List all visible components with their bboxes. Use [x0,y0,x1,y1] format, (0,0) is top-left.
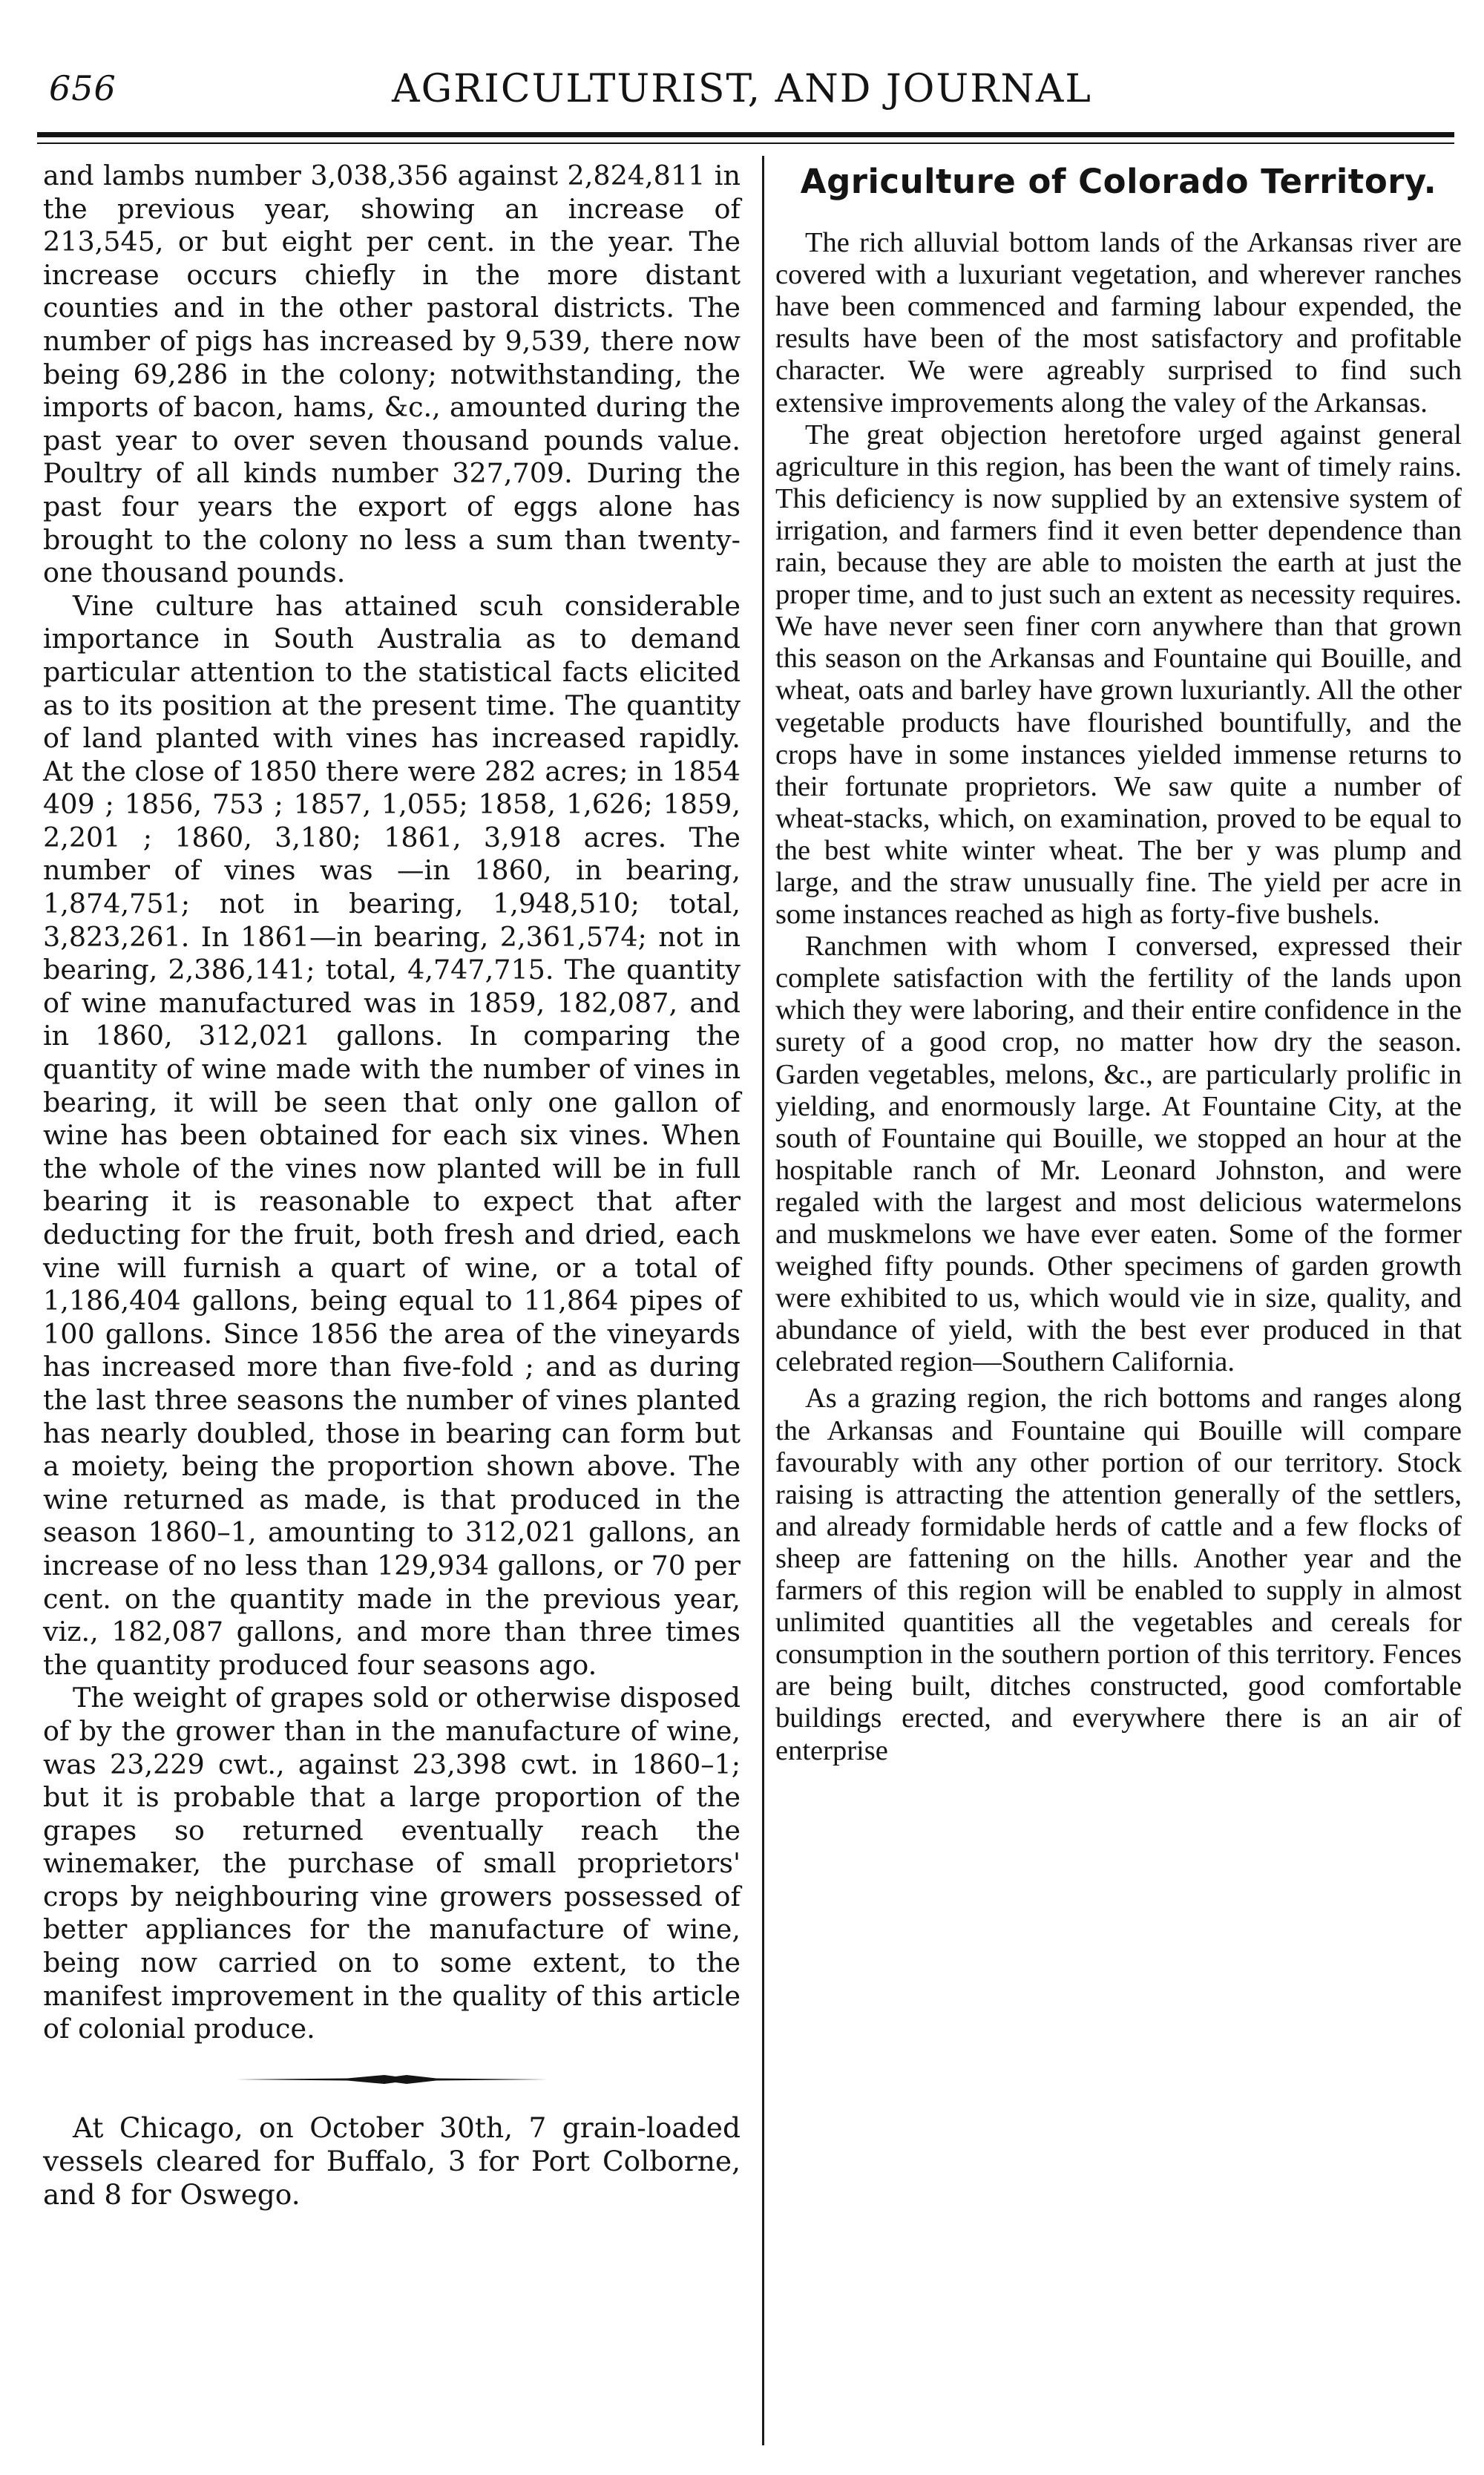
page-header [37,59,1447,126]
header-rule-thin [37,142,1454,144]
article-title: Agriculture of Colorado Territory. [800,162,1437,201]
running-title: AGRICULTURIST, AND JOURNAL [392,67,1092,111]
right-paragraph-2: The great objection heretofore urged against general agriculture in this region, has been the want of timely rains. This deficiency is now supplied by an extensive system of irrigation, and farmers find it even better dependence than rain, because they are able to moisten the earth at just the proper time, and to just such an extent as necessity requires. We have never seen finer corn anywhere than that grown this season on the Arkansas and Fountaine qui Bouille, and wheat, oats and barley have grown luxuriantly. All the other vegetable products have flourished bountifully, and the crops have in some instances yielded immense returns to their fortunate proprietors. We saw quite a number of wheat-stacks, which, on examination, proved to be equal to the best white winter wheat. The ber y was plump and large, and the straw unusually fine. The yield per acre in some instances reached as high as forty-five bushels. [775,419,1462,931]
right-paragraph-1: The rich alluvial bottom lands of the Arkansas river are covered with a luxuriant vegetation, and wherever ranches have been commenced and farming labour expended, the results have been of the most satisfactory and profitable character. We were agreably surprised to find such extensive improvements along the valey of the Arkansas. [775,227,1462,419]
left-paragraph-3: The weight of grapes sold or otherwise disposed of by the grower than in the manufacture of wine, was 23,229 cwt., against 23,398 cwt. in 1860–1; but it is probable that a large proportion of the grapes so returned eventually reach the winemaker, the purchase of small proprietors' crops by neighbouring vine growers possessed of better appliances for the manufacture of wine, being now carried on to some extent, to the manifest improvement in the quality of this article of colonial produce. [43,1682,741,2045]
page-number: 656 [49,68,116,108]
column-divider [762,156,764,2445]
right-paragraph-3: Ranchmen with whom I conversed, expressed their complete satisfaction with the fertility of the lands upon which they were laboring, and their entire confidence in the surety of a good crop, no matter how dry the season. Garden vegetables, melons, &c., are particularly prolific in yielding, and enormously large. At Fountaine City, at the south of Fountaine qui Bouille, we stopped an hour at the hospitable ranch of Mr. Leonard Johnston, and were regaled with the largest and most delicious watermelons and muskmelons we have ever eaten. Some of the former weighed fifty pounds. Other specimens of garden growth were exhibited to us, which would vie in size, quality, and abundance of yield, with the best ever produced in that celebrated region—Southern California. [775,931,1462,1378]
section-divider-ornament [236,2074,548,2085]
left-paragraph-1: and lambs number 3,038,356 against 2,824,811 in the previous year, showing an increase of 213,545, or but eight per cent. in the year. The increase occurs chiefly in the more distant counties and in the other pastoral districts. The number of pigs has increased by 9,539, there now being 69,286 in the colony; notwithstanding, the imports of bacon, hams, &c., amounted during the past year to over seven thousand pounds value. Poultry of all kinds number 327,709. During the past four years the export of eggs alone has brought to the colony no less a sum than twenty-one thousand pounds. [43,160,741,589]
right-paragraph-4: As a grazing region, the rich bottoms and ranges along the Arkansas and Fountaine qui Bouille will compare favourably with any other portion of our territory. Stock raising is attracting the attention generally of the settlers, and already formidable herds of cattle and a few flocks of sheep are fattening on the hills. Another year and the farmers of this region will be enabled to supply in almost unlimited quantities all the vegetables and cereals for consumption in the southern portion of this territory. Fences are being built, ditches constructed, good comfortable buildings erected, and everywhere there is an air of enterprise [775,1383,1462,1766]
right-column [775,160,1462,1767]
header-rule-thick [37,132,1454,137]
left-paragraph-2: Vine culture has attained scuh considerable importance in South Australia as to demand particular attention to the statistical facts elicited as to its position at the present time. The quantity of land planted with vines has increased rapidly. At the close of 1850 there were 282 acres; in 1854 409 ; 1856, 753 ; 1857, 1,055; 1858, 1,626; 1859, 2,201 ; 1860, 3,180; 1861, 3,918 acres. The number of vines was —in 1860, in bearing, 1,874,751; not in bearing, 1,948,510; total, 3,823,261. In 1861—in bearing, 2,361,574; not in bearing, 2,386,141; total, 4,747,715. The quantity of wine manufactured was in 1859, 182,087, and in 1860, 312,021 gallons. In comparing the quantity of wine made with the number of vines in bearing, it will be seen that only one gallon of wine has been obtained for each six vines. When the whole of the vines now planted will be in full bearing it is reasonable to expect that after deducting for the fruit, both fresh and dried, each vine will furnish a quart of wine, or a total of 1,186,404 gallons, being equal to 11,864 pipes of 100 gallons. Since 1856 the area of the vineyards has increased more than five-fold ; and as during the last three seasons the number of vines planted has nearly doubled, those in bearing can form but a moiety, being the proportion shown above. The wine returned as made, is that produced in the season 1860–1, amounting to 312,021 gallons, an increase of no less than 129,934 gallons, or 70 per cent. on the quantity made in the previous year, viz., 182,087 gallons, and more than three times the quantity produced four seasons ago. [43,589,741,1681]
left-paragraph-chicago: At Chicago, on October 30th, 7 grain-loaded vessels cleared for Buffalo, 3 for Port Colborne, and 8 for Oswego. [43,2111,741,2211]
left-column [43,160,741,2212]
